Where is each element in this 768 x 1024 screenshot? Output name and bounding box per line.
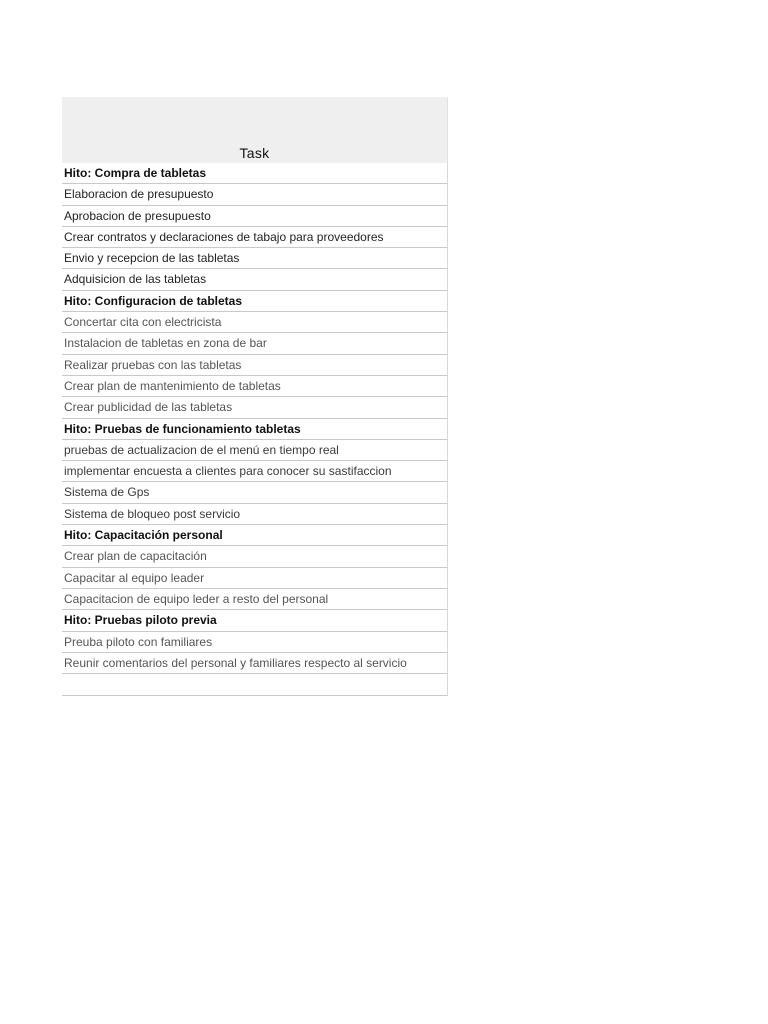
table-row: Aprobacion de presupuesto xyxy=(62,206,448,227)
table-row: Reunir comentarios del personal y familiares respecto al servicio xyxy=(62,653,448,674)
table-row: pruebas de actualizacion de el menú en tiempo real xyxy=(62,440,448,461)
milestone-row: Hito: Capacitación personal xyxy=(62,525,448,546)
milestone-row: Hito: Compra de tabletas xyxy=(62,163,448,184)
table-row: Crear contratos y declaraciones de tabajo para proveedores xyxy=(62,227,448,248)
milestone-row: Hito: Pruebas de funcionamiento tabletas xyxy=(62,419,448,440)
table-row: Adquisicion de las tabletas xyxy=(62,269,448,290)
milestone-row: Hito: Pruebas piloto previa xyxy=(62,610,448,631)
task-table xyxy=(62,97,448,696)
table-row: Realizar pruebas con las tabletas xyxy=(62,355,448,376)
table-row: implementar encuesta a clientes para conocer su sastifaccion xyxy=(62,461,448,482)
empty-row xyxy=(62,674,448,696)
table-row: Concertar cita con electricista xyxy=(62,312,448,333)
table-row: Elaboracion de presupuesto xyxy=(62,184,448,205)
table-row: Crear plan de capacitación xyxy=(62,546,448,567)
table-body xyxy=(62,163,448,674)
table-row: Sistema de bloqueo post servicio xyxy=(62,504,448,525)
table-row: Crear plan de mantenimiento de tabletas xyxy=(62,376,448,397)
milestone-row: Hito: Configuracion de tabletas xyxy=(62,291,448,312)
table-row: Capacitacion de equipo leder a resto del personal xyxy=(62,589,448,610)
table-row: Crear publicidad de las tabletas xyxy=(62,397,448,418)
task-column-header: Task xyxy=(239,145,270,161)
table-row: Instalacion de tabletas en zona de bar xyxy=(62,333,448,354)
table-row: Preuba piloto con familiares xyxy=(62,632,448,653)
table-row: Sistema de Gps xyxy=(62,482,448,503)
table-row: Envio y recepcion de las tabletas xyxy=(62,248,448,269)
table-header xyxy=(62,97,448,163)
table-row: Capacitar al equipo leader xyxy=(62,568,448,589)
